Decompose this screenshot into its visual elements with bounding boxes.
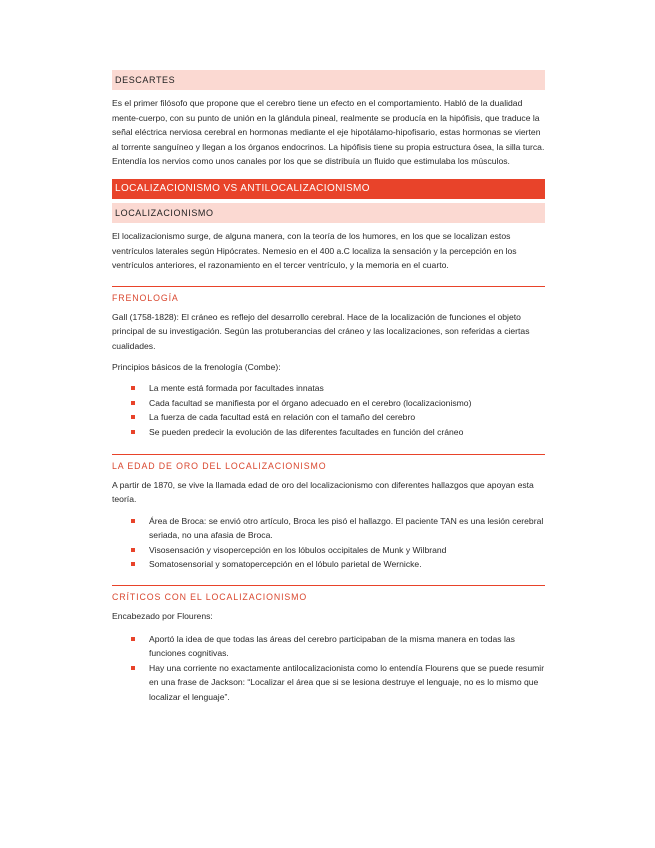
edad-de-oro-paragraph: A partir de 1870, se vive la llamada edad de oro del localizacionismo con diferentes hallazgos que apoyan esta teoría. bbox=[112, 479, 534, 505]
list-item-text: Somatosensorial y somatopercepción en el lóbulo parietal de Wernicke. bbox=[149, 559, 422, 570]
bullet-icon bbox=[131, 519, 135, 523]
edad-de-oro-bullet-list bbox=[112, 514, 545, 572]
localizacionismo-heading: LOCALIZACIONISMO bbox=[112, 203, 545, 223]
list-item-text: Cada facultad se manifiesta por el órgano adecuado en el cerebro (localizacionismo) bbox=[149, 397, 472, 408]
bullet-icon bbox=[131, 415, 135, 419]
list-item bbox=[112, 381, 545, 396]
list-item-text: Hay una corriente no exactamente antilocalizacionista como lo entendía Flourens que se puede resumir en una frase de Jackson: “Localizar el área que si se lesiona destruye el lenguaje, no es lo mismo que localizar el lenguaje”. bbox=[149, 662, 545, 703]
criticos-paragraph: Encabezado por Flourens: bbox=[112, 611, 213, 622]
list-item-text: Se pueden predecir la evolución de las diferentes facultades en función del cráneo bbox=[149, 426, 464, 437]
list-item bbox=[112, 396, 545, 411]
bullet-icon bbox=[131, 401, 135, 405]
descartes-paragraph: Es el primer filósofo que propone que el cerebro tiene un efecto en el comportamiento. Habló de la dualidad mente-cuerpo, con su punto de unión en la glándula pineal, realmente se producía en la hipófisis, que traduce la señal eléctrica nerviosa cerebral en hormonas mediante el eje hipotálamo-hipofisario, estas hormonas se vierten al torrente sanguíneo y llegan a los órganos endocrinos. La hipófisis tiene su propia estructura ósea, la silla turca. Entendía los nervios como unos canales por los que se distribuía un fluido que estimulaba los músculos. bbox=[112, 98, 545, 167]
list-item-text: Aportó la idea de que todas las áreas del cerebro participaban de la misma manera en todas las funciones cognitivas. bbox=[149, 633, 515, 659]
frenologia-paragraph: Gall (1758-1828): El cráneo es reflejo del desarrollo cerebral. Hace de la localización de funciones el objeto principal de su investigación. Según las protuberancias del cráneo y las localizaciones, son referidas a ciertas cualidades. bbox=[112, 311, 530, 351]
edad-de-oro-heading: LA EDAD DE ORO DEL LOCALIZACIONISMO bbox=[112, 454, 545, 475]
list-item-text: Visosensación y visopercepción en los lóbulos occipitales de Munk y Wilbrand bbox=[149, 544, 447, 555]
list-item bbox=[112, 425, 545, 440]
frenologia-heading: FRENOLOGÍA bbox=[112, 286, 545, 307]
bullet-icon bbox=[131, 666, 135, 670]
localizacionismo-paragraph: El localizacionismo surge, de alguna manera, con la teoría de los humores, en los que se localizan estos ventrículos laterales según Hipócrates. Nemesio en el 400 a.C localiza la sensación y la percepción en los ventrículos anteriores, el razonamiento en el tercer ventrículo, y la memoria en el cuarto. bbox=[112, 230, 517, 271]
section-title: LOCALIZACIONISMO VS ANTILOCALIZACIONISMO bbox=[112, 179, 545, 199]
frenologia-principles-intro: Principios básicos de la frenología (Combe): bbox=[112, 361, 281, 372]
list-item bbox=[112, 410, 545, 425]
list-item bbox=[112, 557, 545, 572]
list-item bbox=[112, 632, 545, 661]
bullet-icon bbox=[131, 430, 135, 434]
list-item-text: Área de Broca: se envió otro artículo, Broca les pisó el hallazgo. El paciente TAN es una lesión cerebral seriada, no una afasia de Broca. bbox=[149, 515, 544, 541]
list-item bbox=[112, 514, 545, 543]
bullet-icon bbox=[131, 562, 135, 566]
document-page bbox=[112, 70, 545, 705]
bullet-icon bbox=[131, 386, 135, 390]
frenologia-bullet-list bbox=[112, 381, 545, 439]
list-item-text: La mente está formada por facultades innatas bbox=[149, 383, 324, 394]
descartes-heading: DESCARTES bbox=[112, 70, 545, 90]
bullet-icon bbox=[131, 637, 135, 641]
criticos-heading: CRÍTICOS CON EL LOCALIZACIONISMO bbox=[112, 585, 545, 606]
bullet-icon bbox=[131, 548, 135, 552]
list-item-text: La fuerza de cada facultad está en relación con el tamaño del cerebro bbox=[149, 412, 416, 423]
list-item bbox=[112, 661, 545, 705]
list-item bbox=[112, 543, 545, 558]
criticos-bullet-list bbox=[112, 632, 545, 705]
